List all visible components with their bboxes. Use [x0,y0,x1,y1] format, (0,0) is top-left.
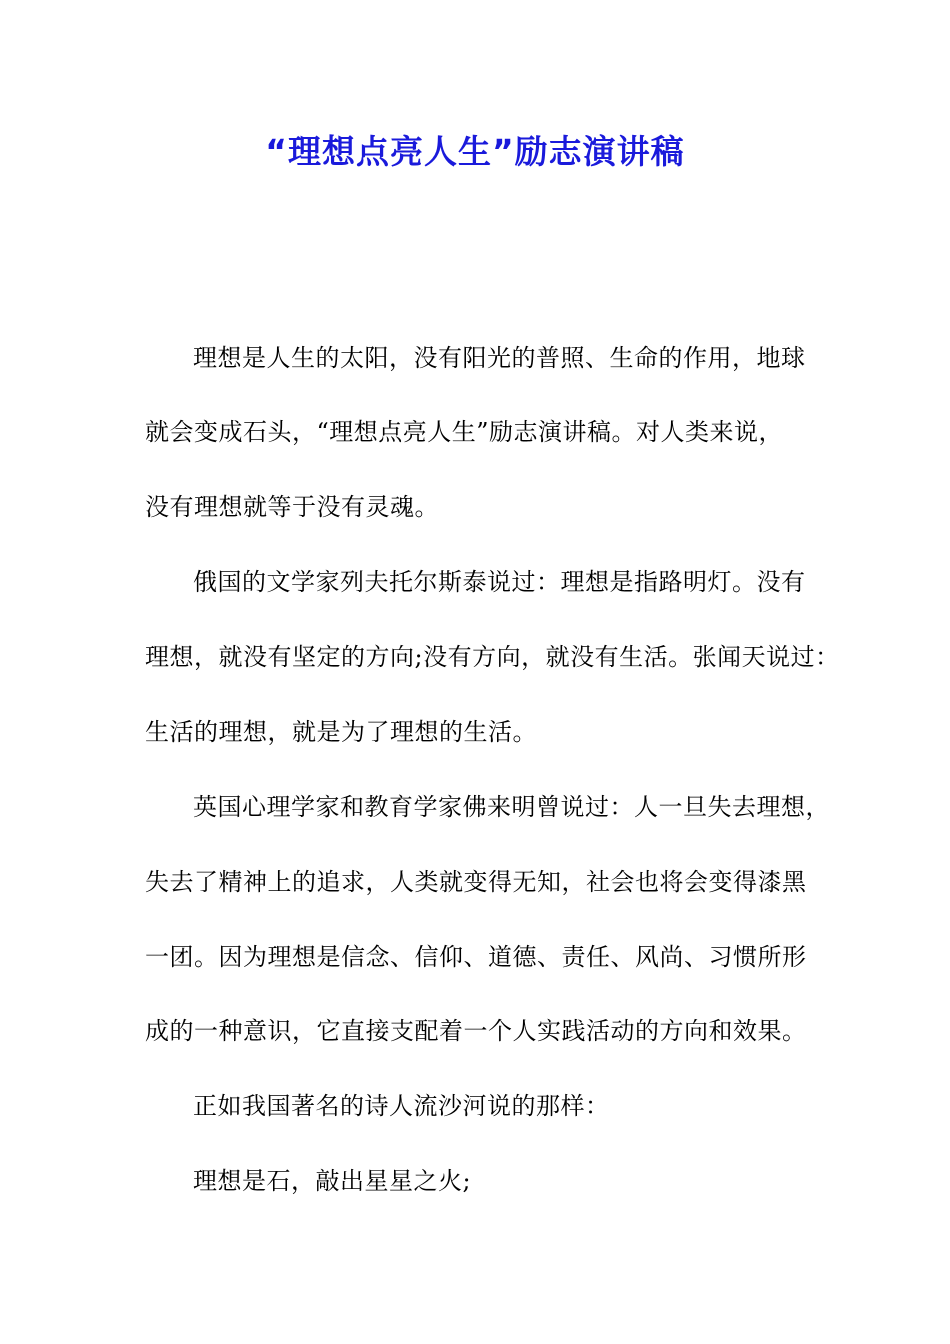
paragraph-3-line-2: 失去了精神上的追求，人类就变得无知，社会也将会变得漆黑 [145,868,807,896]
document-title: “理想点亮人生”励志演讲稿 [265,132,685,171]
paragraph-3-line-3: 一团。因为理想是信念、信仰、道德、责任、风尚、习惯所形 [145,943,807,971]
paragraph-3-line-1: 英国心理学家和教育学家佛来明曾说过：人一旦失去理想， [193,793,830,821]
paragraph-2-line-1: 俄国的文学家列夫托尔斯泰说过：理想是指路明灯。没有 [193,568,806,596]
paragraph-3-line-4: 成的一种意识，它直接支配着一个人实践活动的方向和效果。 [145,1017,807,1045]
paragraph-2-line-2: 理想，就没有坚定的方向;没有方向，就没有生活。张闻天说过： [145,643,840,671]
paragraph-1-line-2: 就会变成石头，“理想点亮人生”励志演讲稿。对人类来说， [145,418,784,446]
paragraph-2-line-3: 生活的理想，就是为了理想的生活。 [145,718,537,746]
paragraph-5-line-1: 理想是石，敲出星星之火; [193,1167,472,1195]
paragraph-1-line-1: 理想是人生的太阳，没有阳光的普照、生命的作用，地球 [193,344,806,372]
paragraph-1-line-3: 没有理想就等于没有灵魂。 [145,493,439,521]
paragraph-4-line-1: 正如我国著名的诗人流沙河说的那样： [193,1092,610,1120]
